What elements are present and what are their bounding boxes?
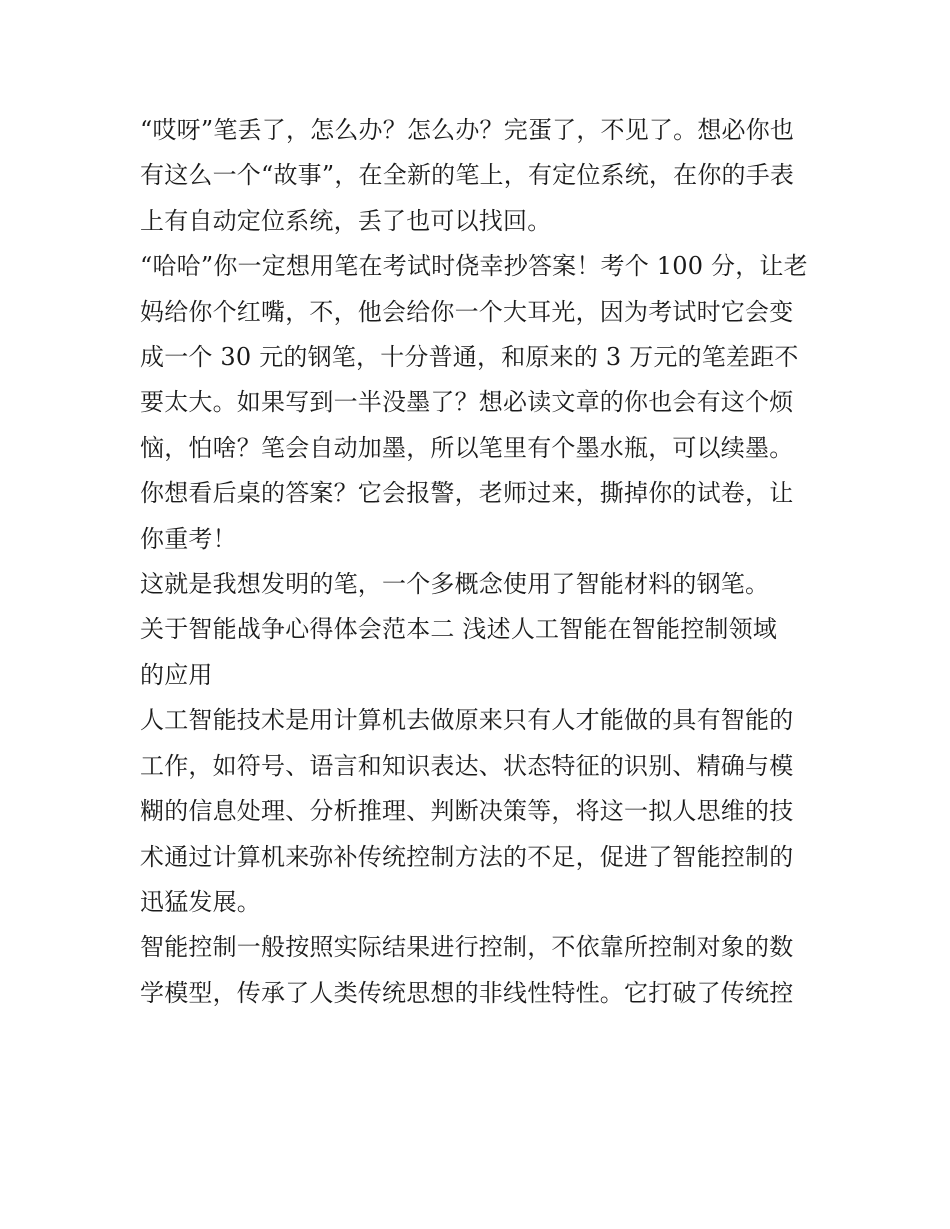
document-page [140, 108, 812, 1016]
paragraph-lost-pen: “哎呀”笔丢了，怎么办？怎么办？完蛋了，不见了。想必你也 有这么一个“故事”，在全新的笔上，有定位系统，在你的手表 上有自动定位系统，丢了也可以找回。 [140, 116, 795, 235]
paragraph-invention-summary: 这就是我想发明的笔，一个多概念使用了智能材料的钢笔。 [140, 570, 770, 599]
paragraph-intelligent-control: 智能控制一般按照实际结果进行控制，不依靠所控制对象的数 学模型，传承了人类传统思想的非线性特性。它打破了传统控 [140, 933, 794, 1007]
section-heading: 关于智能战争心得体会范本二 浅述人工智能在智能控制领域 的应用 [140, 615, 778, 689]
paragraph-ai-technology: 人工智能技术是用计算机去做原来只有人才能做的具有智能的 工作，如符号、语言和知识表达、状态特征的识别、精确与模 糊的信息处理、分析推理、判断决策等，将这一拟人思维的技 术通过计算机来弥补传统控制方法的不足，促进了智能控制的 迅猛发展。 [140, 706, 794, 916]
paragraph-exam-pen: “哈哈”你一定想用笔在考试时侥幸抄答案！考个 100 分，让老 妈给你个红嘴，不，他会给你一个大耳光，因为考试时它会变 成一个 30 元的钢笔，十分普通，和原来的 3 万元的笔差距不 要太大。如果写到一半没墨了？想必读文章的你也会有这个烦 恼，怕啥？笔会自动加墨，所以笔里有个墨水瓶，可以续墨。 你想看后桌的答案？它会报警，老师过来，撕掉你的试卷，让 你重考！ [140, 252, 808, 553]
